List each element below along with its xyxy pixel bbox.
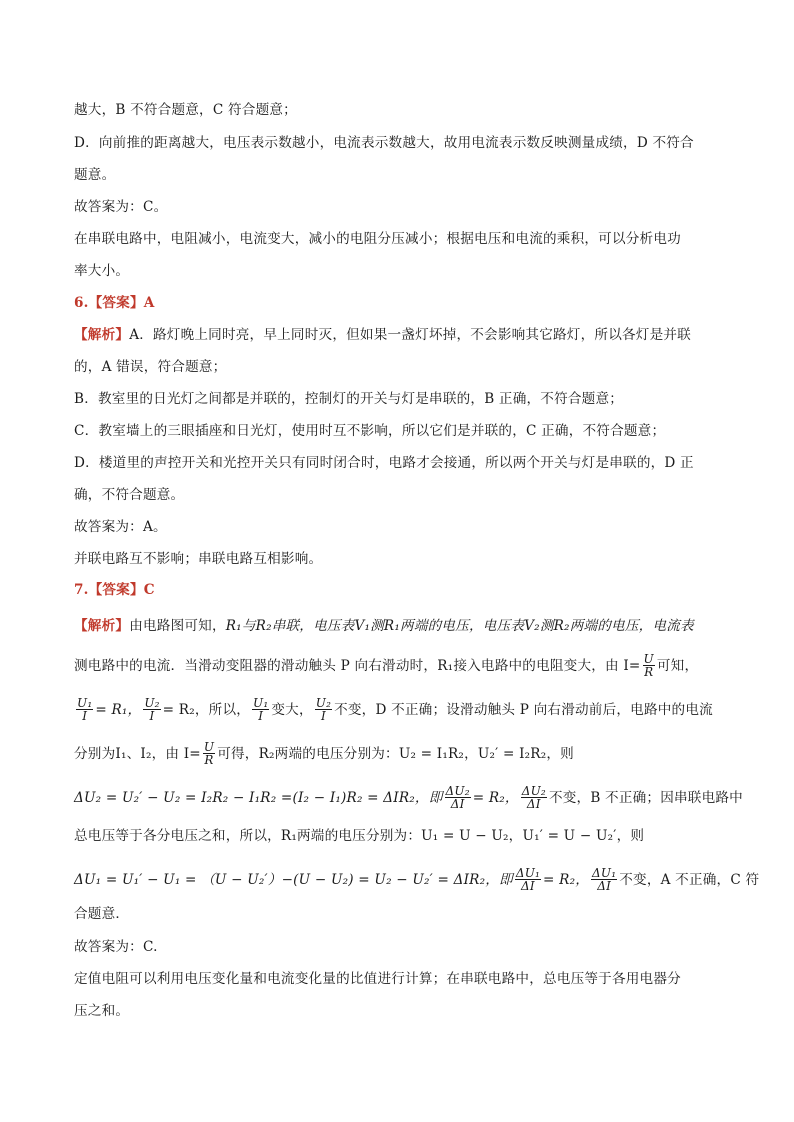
text-line: 的，A 错误，符合题意； [74, 359, 227, 375]
numerator: U₁ [77, 696, 93, 710]
numerator: U [203, 740, 215, 754]
denominator: ΔI [450, 797, 465, 811]
answer-label-q7: 7.【答案】C [74, 582, 155, 598]
numerator: U₂ [315, 696, 332, 710]
text-line: 故答案为：C. [74, 939, 158, 955]
text-span: R₁与R₂串联，电压表V₁测R₁两端的电压，电压表V₂测R₂两端的电压，电流表 [225, 618, 694, 634]
numerator: U [643, 652, 654, 666]
text-line: 总电压等于各分电压之和，所以，R₁两端的电压分别为：U₁ = U − U₂，U₁′ = U − U₂′，则 [74, 828, 645, 844]
text-span: A．路灯晚上同时亮，早上同时灭，但如果一盏灯坏掉，不会影响其它路灯，所以各灯是并联 [129, 327, 691, 343]
text-line [74, 654, 698, 679]
analysis-tag: 【解析】 [74, 618, 130, 634]
text-span: = R₂，所以， [162, 702, 251, 718]
fraction [143, 697, 160, 722]
text-span: R₁接入电路中的电阻变大，由 I= [437, 658, 641, 674]
denominator: I [149, 709, 155, 723]
numerator: U₁ [253, 696, 269, 710]
fraction [315, 697, 332, 722]
text-line: 在串联电路中，电阻减小，电流变大，减小的电阻分压减小；根据电压和电流的乘积，可以分析电功 [74, 231, 681, 247]
text-span: 不变，A 不正确，C 符 [619, 872, 760, 888]
analysis-tag: 【解析】 [74, 327, 130, 343]
numerator: ΔU₂ [521, 784, 546, 798]
fraction [515, 867, 541, 892]
denominator: ΔI [597, 879, 612, 893]
text-span: 测电路中的电流．当滑动变阻器的滑动触头 P 向右滑动时， [74, 658, 438, 674]
text-line: 故答案为：A。 [74, 519, 167, 535]
denominator: R [204, 753, 214, 767]
text-span: 可得，R₂两端的电压分别为：U₂ = I₁R₂，U₂′ = I₂R₂，则 [217, 746, 574, 762]
text-line: D．楼道里的声控开关和光控开关只有同时闭合时，电路才会接通，所以两个开关与灯是串联的，D 正 [74, 455, 694, 471]
fraction [445, 785, 471, 810]
numerator: ΔU₂ [445, 784, 470, 798]
fraction [252, 697, 269, 722]
text-line: 合题意． [74, 906, 130, 922]
text-line: D．向前推的距离越大，电压表示数越小，电流表示数越大，故用电流表示数反映测量成绩，D 不符合 [74, 135, 694, 151]
denominator: ΔI [526, 797, 541, 811]
text-span: ΔU₂ = U₂′ − U₂ = I₂R₂ − I₁R₂ =(I₂ − I₁)R₂ = ΔIR₂，即 [74, 790, 443, 806]
analysis-line-q7 [74, 616, 694, 636]
text-line: 故答案为：C。 [74, 199, 168, 215]
text-span: 不变，D 不正确；设滑动触头 P 向右滑动前后，电路中的电流 [334, 702, 713, 718]
text-line [74, 868, 759, 893]
fraction [591, 867, 617, 892]
text-span: = R₂， [472, 790, 519, 806]
text-line: 率大小。 [74, 263, 130, 279]
text-span: = R₂， [543, 872, 590, 888]
fraction [521, 785, 547, 810]
fraction [76, 697, 93, 722]
text-line: 压之和。 [74, 1003, 130, 1019]
text-span: 变大， [271, 702, 313, 718]
text-span: 可知， [656, 658, 699, 674]
text-span: ΔU₁ = U₁′ − U₁ = （U − U₂′）−(U − U₂) = U₂ − U₂′ = ΔIR₂，即 [74, 872, 513, 888]
text-line [74, 786, 743, 811]
text-line [74, 742, 574, 767]
denominator: ΔI [521, 879, 535, 893]
denominator: R [644, 665, 654, 679]
text-line [74, 698, 713, 723]
text-line: 题意。 [74, 167, 116, 183]
text-line: C．教室墙上的三眼插座和日光灯，使用时互不影响，所以它们是并联的，C 正确，不符合题意； [74, 423, 666, 439]
text-span: 分别为I₁、I₂，由 I= [74, 746, 201, 762]
denominator: I [258, 709, 264, 723]
text-span: 由电路图可知， [129, 618, 226, 634]
text-span: = R₁， [95, 702, 142, 718]
answer-label-q6: 6.【答案】A [74, 295, 155, 311]
text-line: 越大，B 不符合题意，C 符合题意； [74, 102, 297, 118]
text-span: 不变，B 不正确；因串联电路中 [548, 790, 743, 806]
numerator: ΔU₁ [515, 866, 541, 880]
text-line: 定值电阻可以利用电压变化量和电流变化量的比值进行计算；在串联电路中，总电压等于各用电器分 [74, 971, 681, 987]
analysis-line-q6 [74, 325, 691, 345]
denominator: I [82, 709, 88, 723]
numerator: ΔU₁ [592, 866, 617, 880]
text-line: 并联电路互不影响；串联电路互相影响。 [74, 551, 323, 567]
numerator: U₂ [144, 696, 160, 710]
fraction [643, 653, 655, 678]
text-line: 确，不符合题意。 [74, 487, 185, 503]
denominator: I [320, 709, 326, 723]
text-line: B．教室里的日光灯之间都是并联的，控制灯的开关与灯是串联的，B 正确，不符合题意； [74, 391, 624, 407]
fraction [203, 741, 215, 766]
